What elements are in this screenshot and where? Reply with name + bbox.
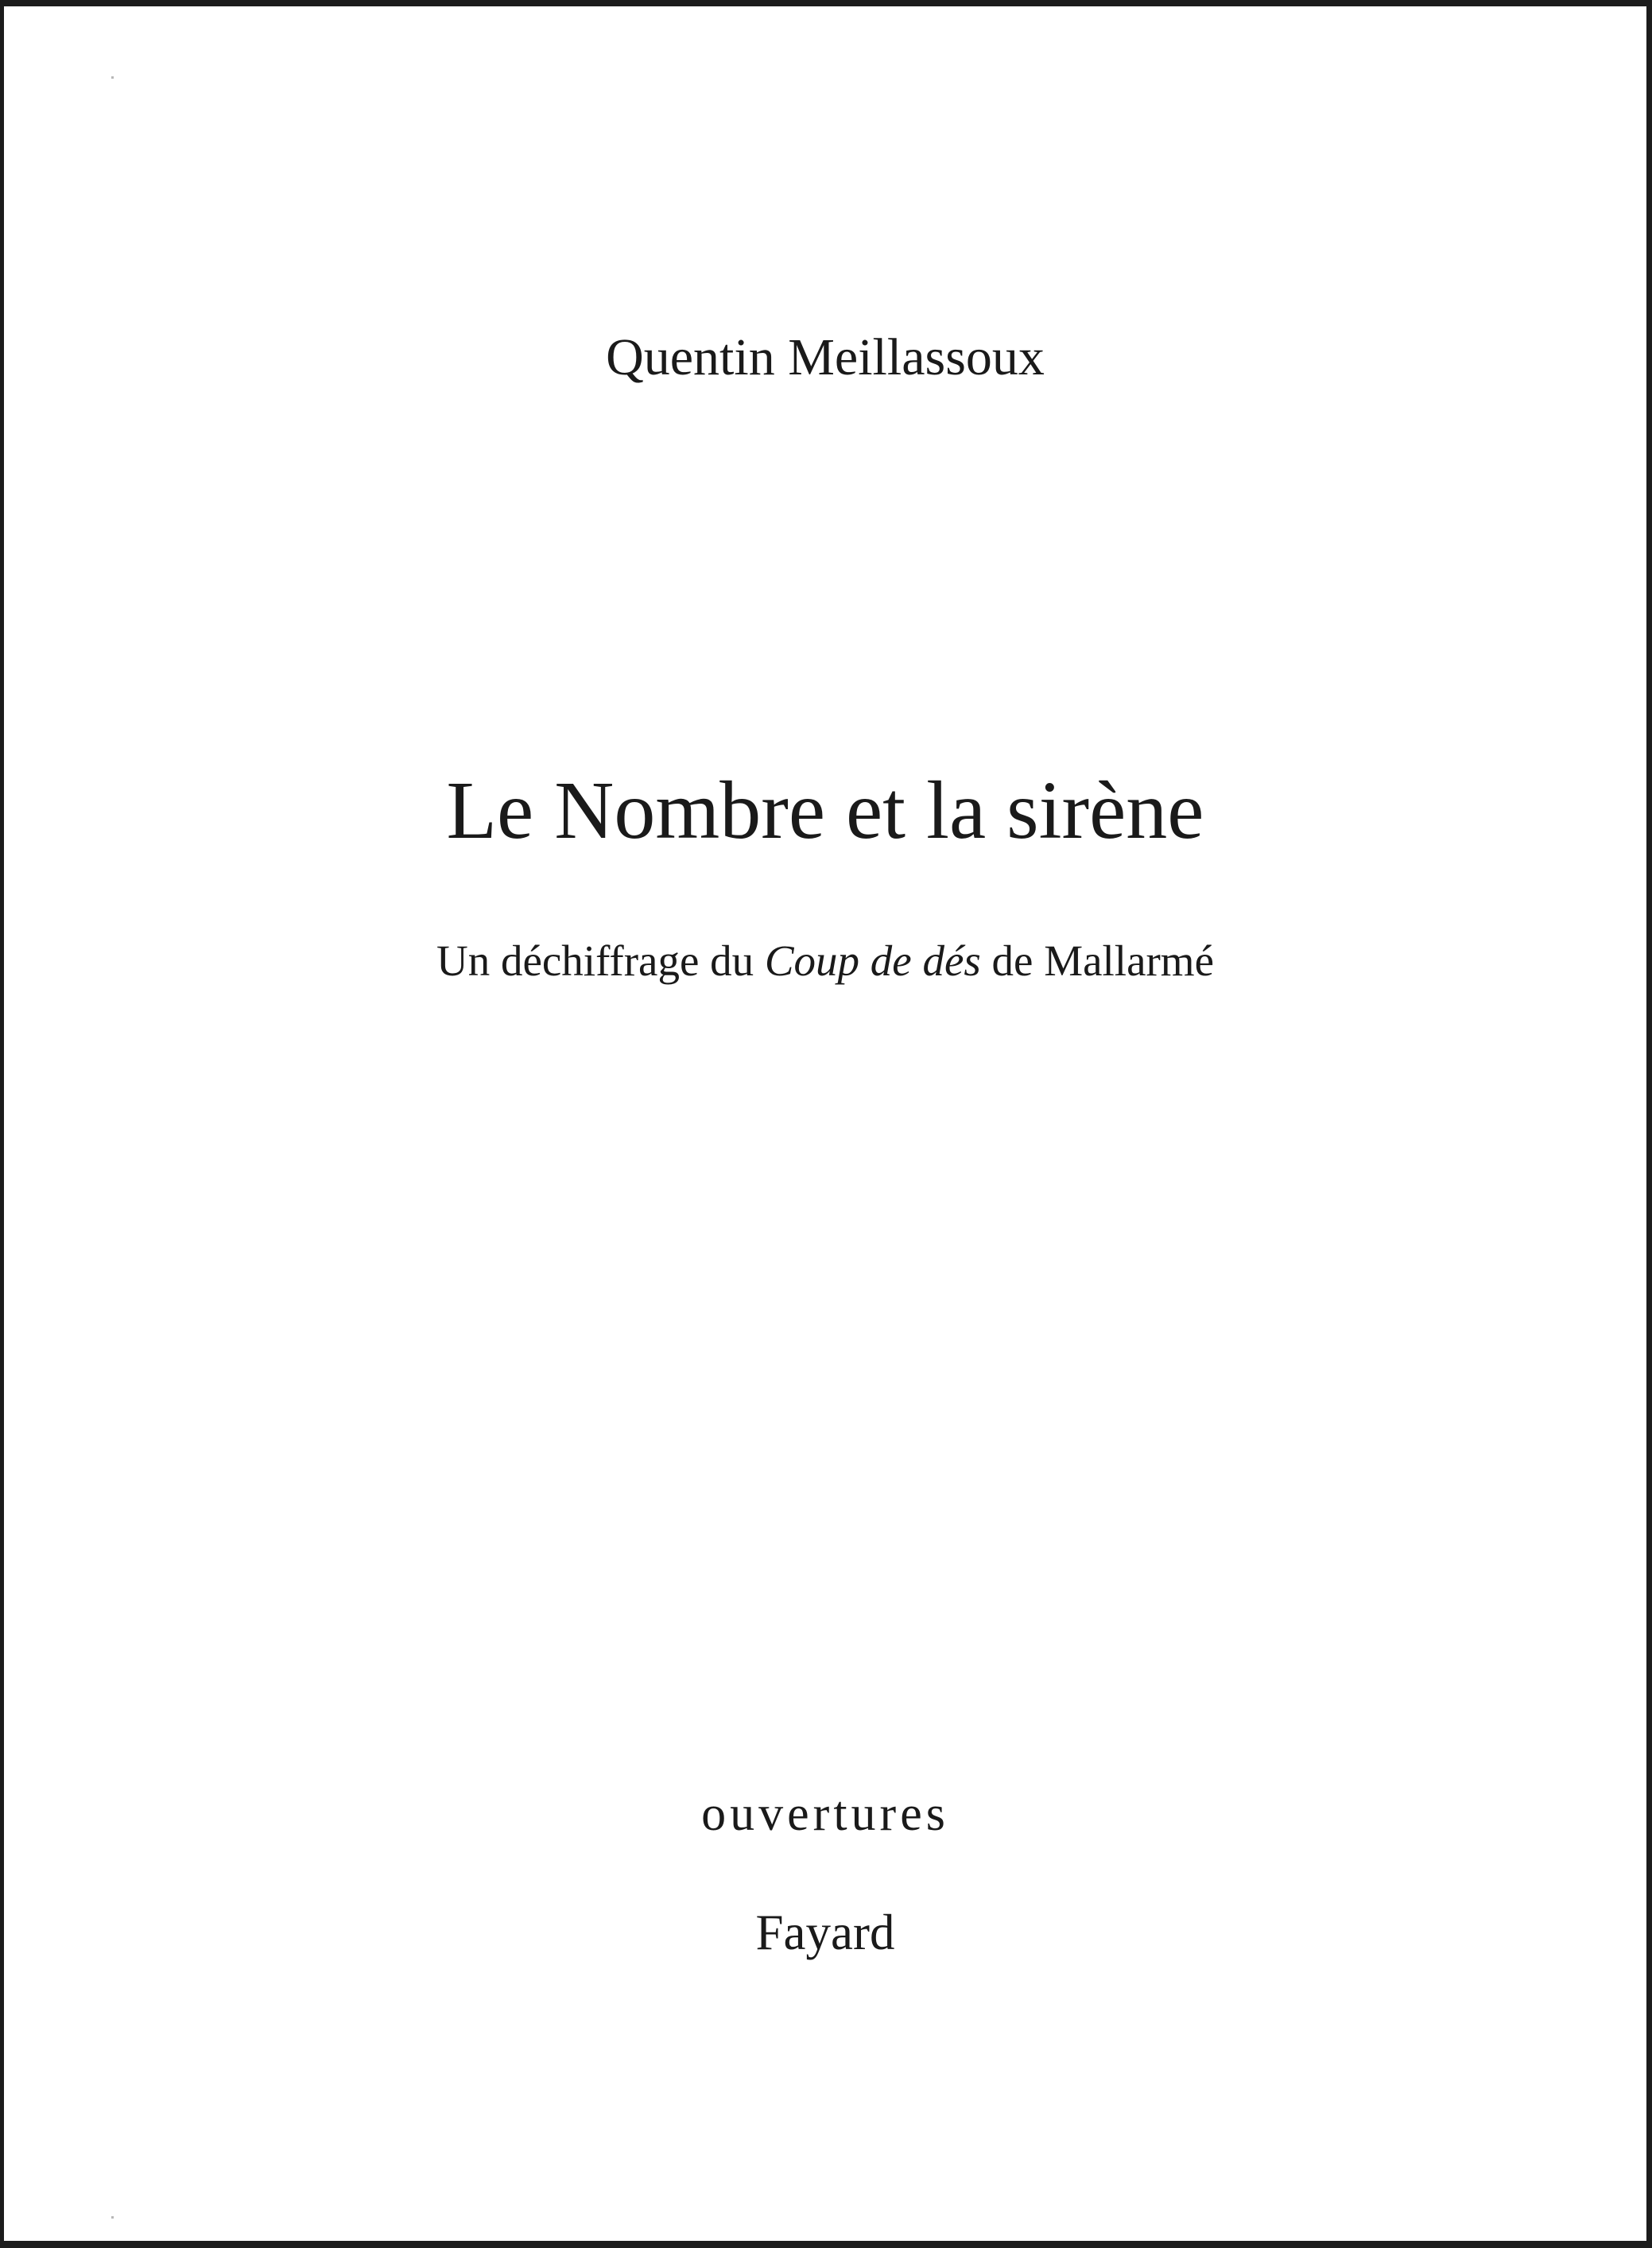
- subtitle-text-after: de Mallarmé: [980, 936, 1214, 985]
- book-subtitle: [4, 933, 1646, 989]
- series-name: ouvertures: [701, 1787, 949, 1841]
- scan-speck: [111, 76, 114, 79]
- subtitle-italic-work-title: Coup de dés: [764, 936, 981, 985]
- scan-speck: [111, 2216, 114, 2219]
- publisher-name: Fayard: [755, 1905, 895, 1960]
- subtitle-text-before: Un déchiffrage du: [436, 936, 765, 985]
- book-title: Le Nombre et la sirène: [446, 765, 1204, 856]
- author-name: Quentin Meillassoux: [606, 328, 1045, 386]
